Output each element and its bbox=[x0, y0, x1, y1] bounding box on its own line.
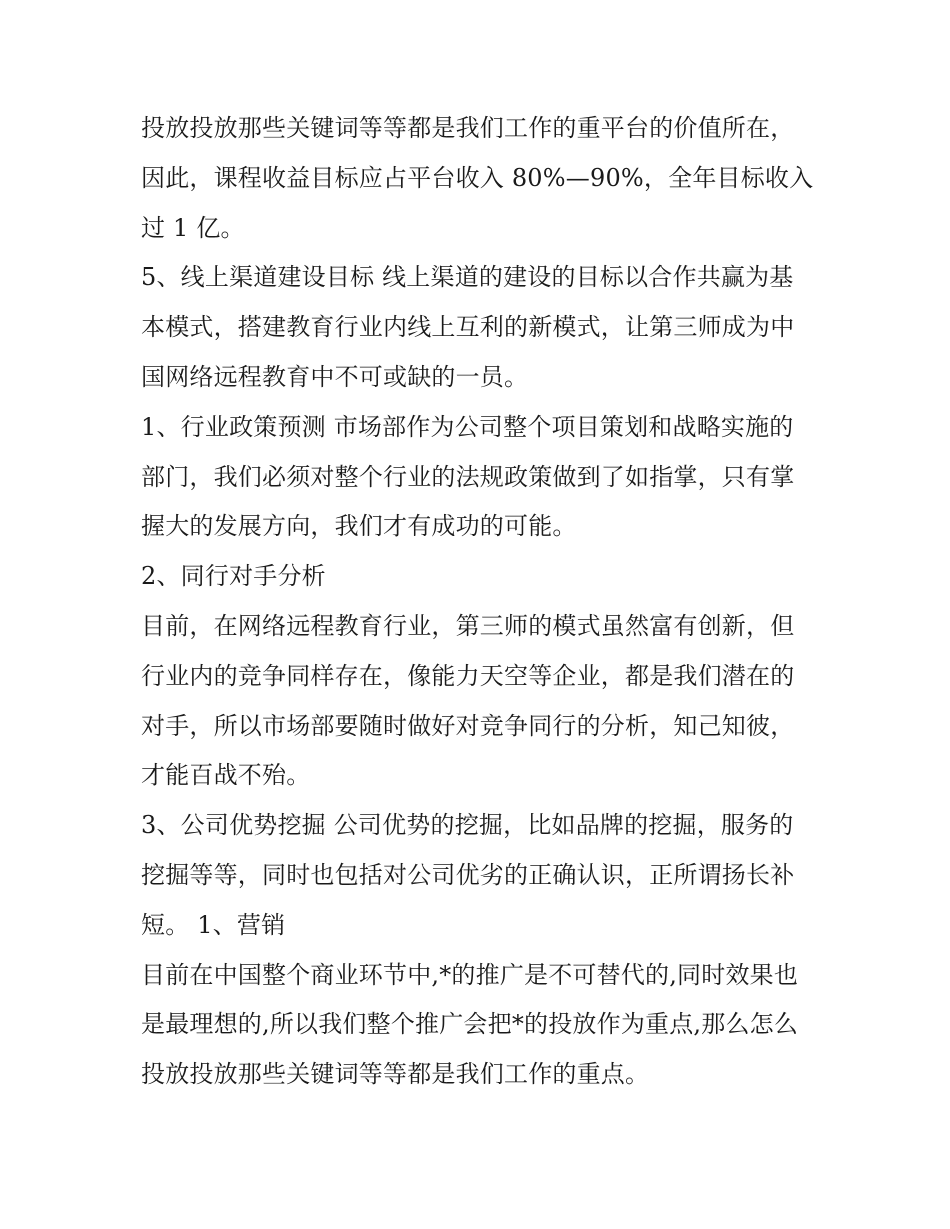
text-line-17: 短。 1、营销 bbox=[141, 910, 286, 939]
text-line-3: 过 1 亿。 bbox=[141, 213, 245, 242]
text-line-20: 投放投放那些关键词等等都是我们工作的重点。 bbox=[141, 1060, 650, 1089]
text-line-16: 挖掘等等，同时也包括对公司优劣的正确认识，正所谓扬长补 bbox=[141, 860, 795, 889]
text-line-11: 目前，在网络远程教育行业，第三师的模式虽然富有创新，但 bbox=[141, 611, 795, 640]
text-line-7: 1、行业政策预测 市场部作为公司整个项目策划和战略实施的 bbox=[141, 412, 794, 441]
text-line-9: 握大的发展方向，我们才有成功的可能。 bbox=[141, 512, 577, 541]
text-line-2: 因此，课程收益目标应占平台收入 80%—90%，全年目标收入 bbox=[141, 163, 814, 192]
text-line-18: 目前在中国整个商业环节中,*的推广是不可替代的,同时效果也 bbox=[141, 960, 799, 989]
text-line-1: 投放投放那些关键词等等都是我们工作的重平台的价值所在， bbox=[141, 114, 795, 142]
text-line-4: 5、线上渠道建设目标 线上渠道的建设的目标以合作共赢为基 bbox=[141, 263, 794, 292]
text-line-6: 国网络远程教育中不可或缺的一员。 bbox=[141, 362, 529, 391]
text-line-15: 3、公司优势挖掘 公司优势的挖掘，比如品牌的挖掘，服务的 bbox=[141, 811, 794, 840]
text-line-10: 2、同行对手分析 bbox=[141, 562, 326, 591]
text-line-13: 对手，所以市场部要随时做好对竞争同行的分析，知己知彼， bbox=[141, 711, 795, 740]
document-body bbox=[141, 104, 831, 1100]
text-line-14: 才能百战不殆。 bbox=[141, 761, 311, 790]
text-line-19: 是最理想的,所以我们整个推广会把*的投放作为重点,那么怎么 bbox=[141, 1010, 799, 1039]
text-line-8: 部门，我们必须对整个行业的法规政策做到了如指掌，只有掌 bbox=[141, 462, 795, 491]
text-line-5: 本模式，搭建教育行业内线上互利的新模式，让第三师成为中 bbox=[141, 313, 795, 342]
text-line-12: 行业内的竞争同样存在，像能力天空等企业，都是我们潜在的 bbox=[141, 661, 795, 690]
